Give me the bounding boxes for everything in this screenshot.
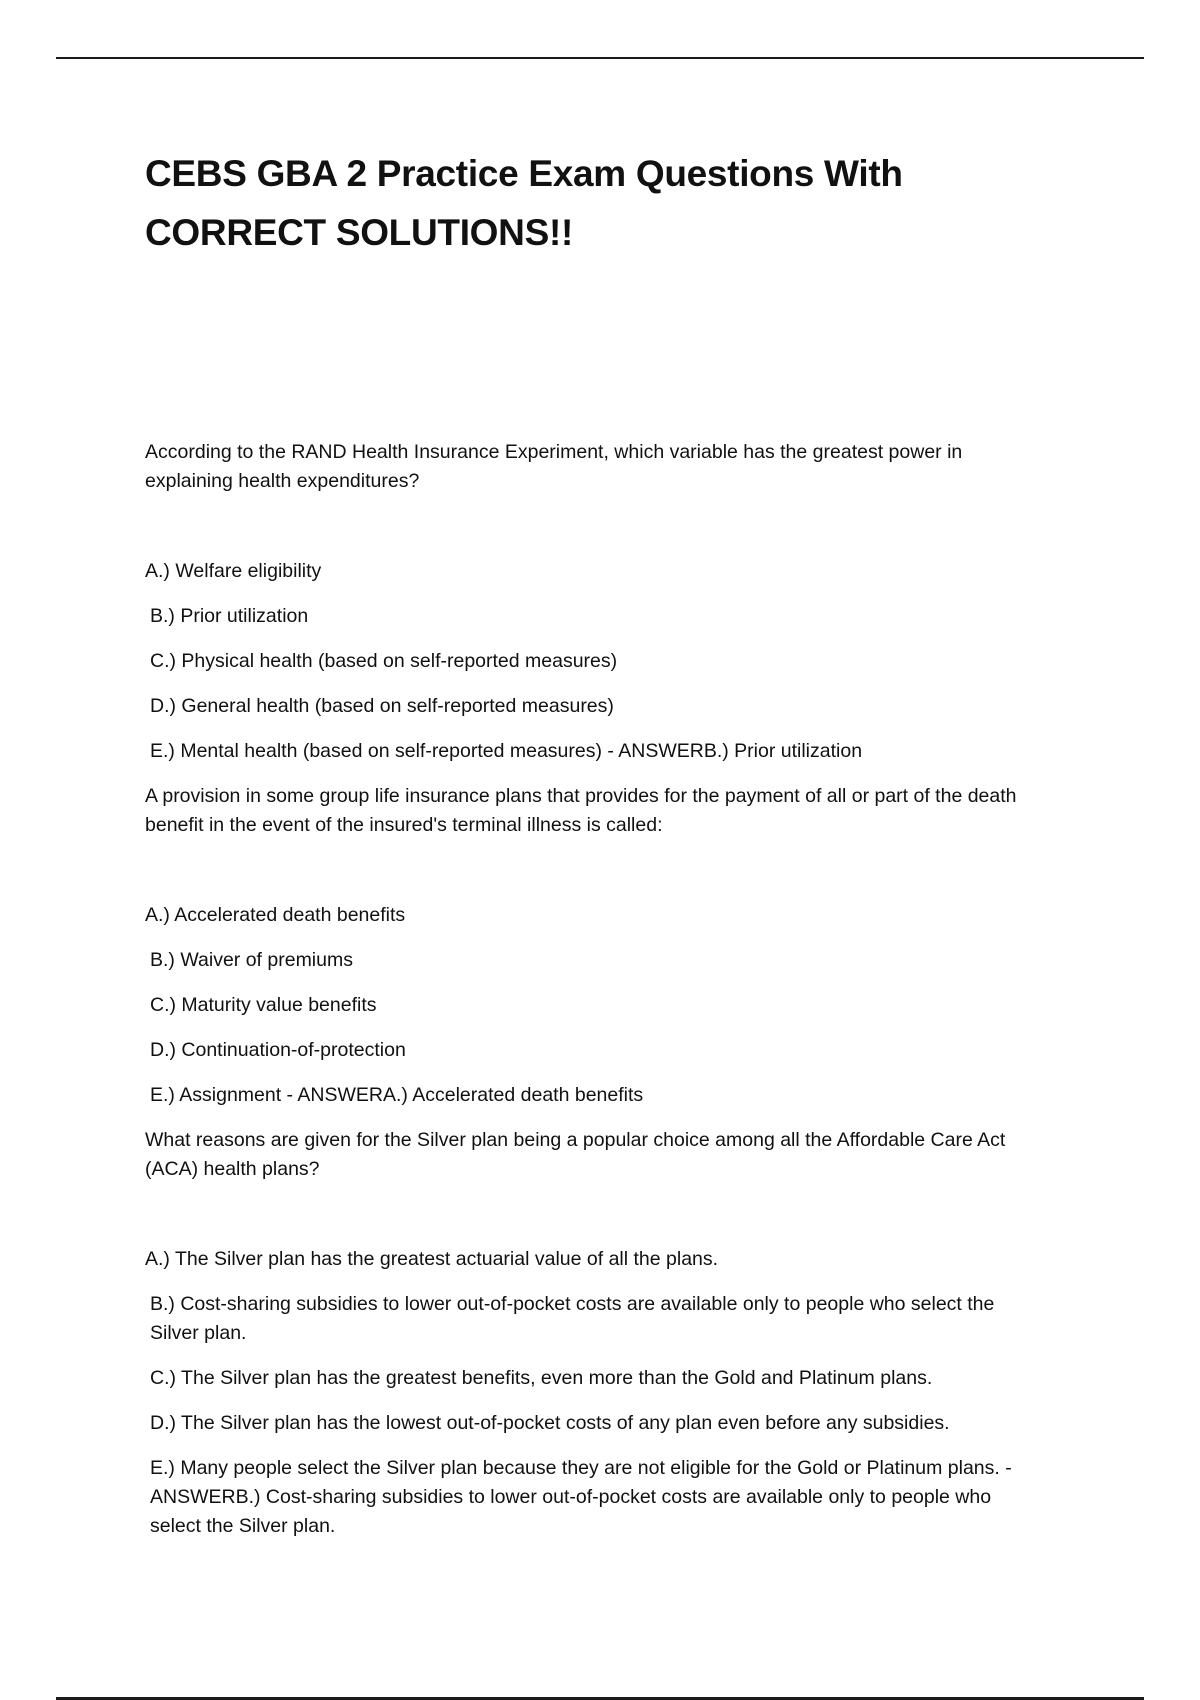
option-list: [145, 557, 1045, 766]
option-e-with-answer: E.) Many people select the Silver plan because they are not eligible for the Gold or Platinum plans. - ANSWERB.) Cost-sharing subsidies to lower out-of-pocket costs are available only to people who select the Silver plan.: [150, 1457, 1012, 1537]
option-b: B.) Waiver of premiums: [150, 949, 353, 971]
question-3: [145, 1126, 1045, 1541]
page-content: [145, 144, 1045, 1557]
option-c: C.) Physical health (based on self-reported measures): [150, 650, 618, 672]
option-e-with-answer: E.) Mental health (based on self-reported measures) - ANSWERB.) Prior utilization: [150, 740, 863, 762]
question-text: A provision in some group life insurance plans that provides for the payment of all or part of the death benefit in the event of the insured's terminal illness is called:: [145, 785, 1017, 836]
option-c: C.) The Silver plan has the greatest benefits, even more than the Gold and Platinum plans.: [150, 1367, 933, 1389]
option-d: D.) The Silver plan has the lowest out-of-pocket costs of any plan even before any subsidies.: [150, 1412, 950, 1434]
option-d: D.) Continuation-of-protection: [150, 1039, 406, 1061]
option-b: B.) Cost-sharing subsidies to lower out-of-pocket costs are available only to people who select the Silver plan.: [150, 1293, 995, 1344]
question-text: According to the RAND Health Insurance Experiment, which variable has the greatest power in explaining health expenditures?: [145, 441, 963, 492]
document-title-line1: CEBS GBA 2 Practice Exam Questions With: [145, 153, 903, 194]
option-a: A.) Accelerated death benefits: [145, 904, 406, 926]
question-list: [145, 438, 1045, 1541]
option-a: A.) Welfare eligibility: [145, 560, 322, 582]
option-list: [145, 901, 1045, 1110]
option-d: D.) General health (based on self-reported measures): [150, 695, 614, 717]
document-title: [145, 144, 1045, 262]
top-rule: [56, 57, 1144, 59]
question-2: [145, 782, 1045, 1110]
question-text: What reasons are given for the Silver plan being a popular choice among all the Affordable Care Act (ACA) health plans?: [145, 1129, 1006, 1180]
option-e-with-answer: E.) Assignment - ANSWERA.) Accelerated death benefits: [150, 1084, 644, 1106]
option-c: C.) Maturity value benefits: [150, 994, 377, 1016]
document-title-line2: CORRECT SOLUTIONS!!: [145, 212, 574, 253]
option-list: [145, 1245, 1045, 1541]
question-1: [145, 438, 1045, 766]
option-a: A.) The Silver plan has the greatest actuarial value of all the plans.: [145, 1248, 719, 1270]
option-b: B.) Prior utilization: [150, 605, 309, 627]
